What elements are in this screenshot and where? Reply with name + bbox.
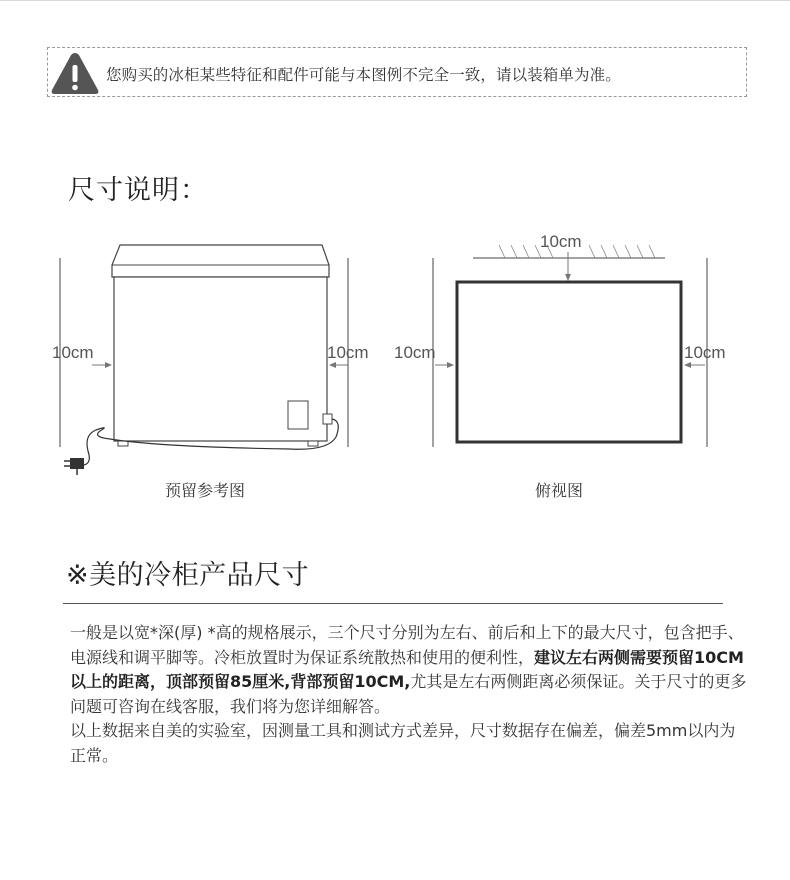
- left-gap-arrow: [105, 362, 112, 368]
- front-reference-caption: 预留参考图: [165, 481, 246, 500]
- freezer-top-view: [457, 282, 681, 442]
- back-gap-arrow: [565, 274, 571, 281]
- back-gap-label: 10cm: [540, 232, 582, 251]
- top-view-left-arrow: [447, 362, 454, 368]
- top-view-right-label: 10cm: [684, 343, 726, 362]
- right-gap-label: 10cm: [327, 343, 369, 362]
- front-reference-diagram: [52, 245, 369, 475]
- top-view-diagram: [394, 232, 726, 447]
- top-view-caption: 俯视图: [535, 481, 584, 500]
- warning-triangle-icon: [48, 50, 102, 98]
- notice-box: [47, 47, 747, 97]
- freezer-lid: [112, 245, 329, 277]
- right-gap-arrow: [329, 362, 336, 368]
- size-paragraph-1: [70, 621, 750, 719]
- top-rule: [0, 0, 790, 1]
- top-view-right-arrow: [684, 362, 691, 368]
- plug-icon: [64, 458, 84, 475]
- control-panel: [288, 401, 308, 429]
- dimensions-title: 尺寸说明：: [68, 175, 208, 206]
- top-view-left-label: 10cm: [394, 343, 436, 362]
- clearance-diagrams: [40, 225, 760, 485]
- left-gap-label: 10cm: [52, 343, 94, 362]
- para1-start: 一般是以宽*深(厚) *高的规格展示，三个尺寸分别为左右、前后和上下的最大尺寸，包含把手、电源线和调平脚等。冷柜放置时为保证系统散热和使用的便利性，: [70, 623, 744, 667]
- power-socket: [323, 414, 332, 424]
- size-paragraph-2: 以上数据来自美的实验室，因测量工具和测试方式差异，尺寸数据存在偏差，偏差5mm以内为正常。: [70, 721, 736, 765]
- freezer-foot-right: [308, 441, 318, 446]
- para1-end: 尤其是左右两侧距离必须保证。关于尺寸的更多问题可咨询在线客服，我们将为您详细解答。: [70, 672, 747, 716]
- size-description: [70, 621, 750, 768]
- product-size-title: ※美的冷柜产品尺寸: [66, 560, 310, 591]
- para1-emphasis: 建议左右两侧需要预留10CM以上的距离，顶部预留85厘米,背部预留10CM,: [70, 647, 744, 691]
- title-divider: [63, 603, 723, 604]
- notice-text: 您购买的冰柜某些特征和配件可能与本图例不完全一致，请以装箱单为准。: [106, 66, 621, 84]
